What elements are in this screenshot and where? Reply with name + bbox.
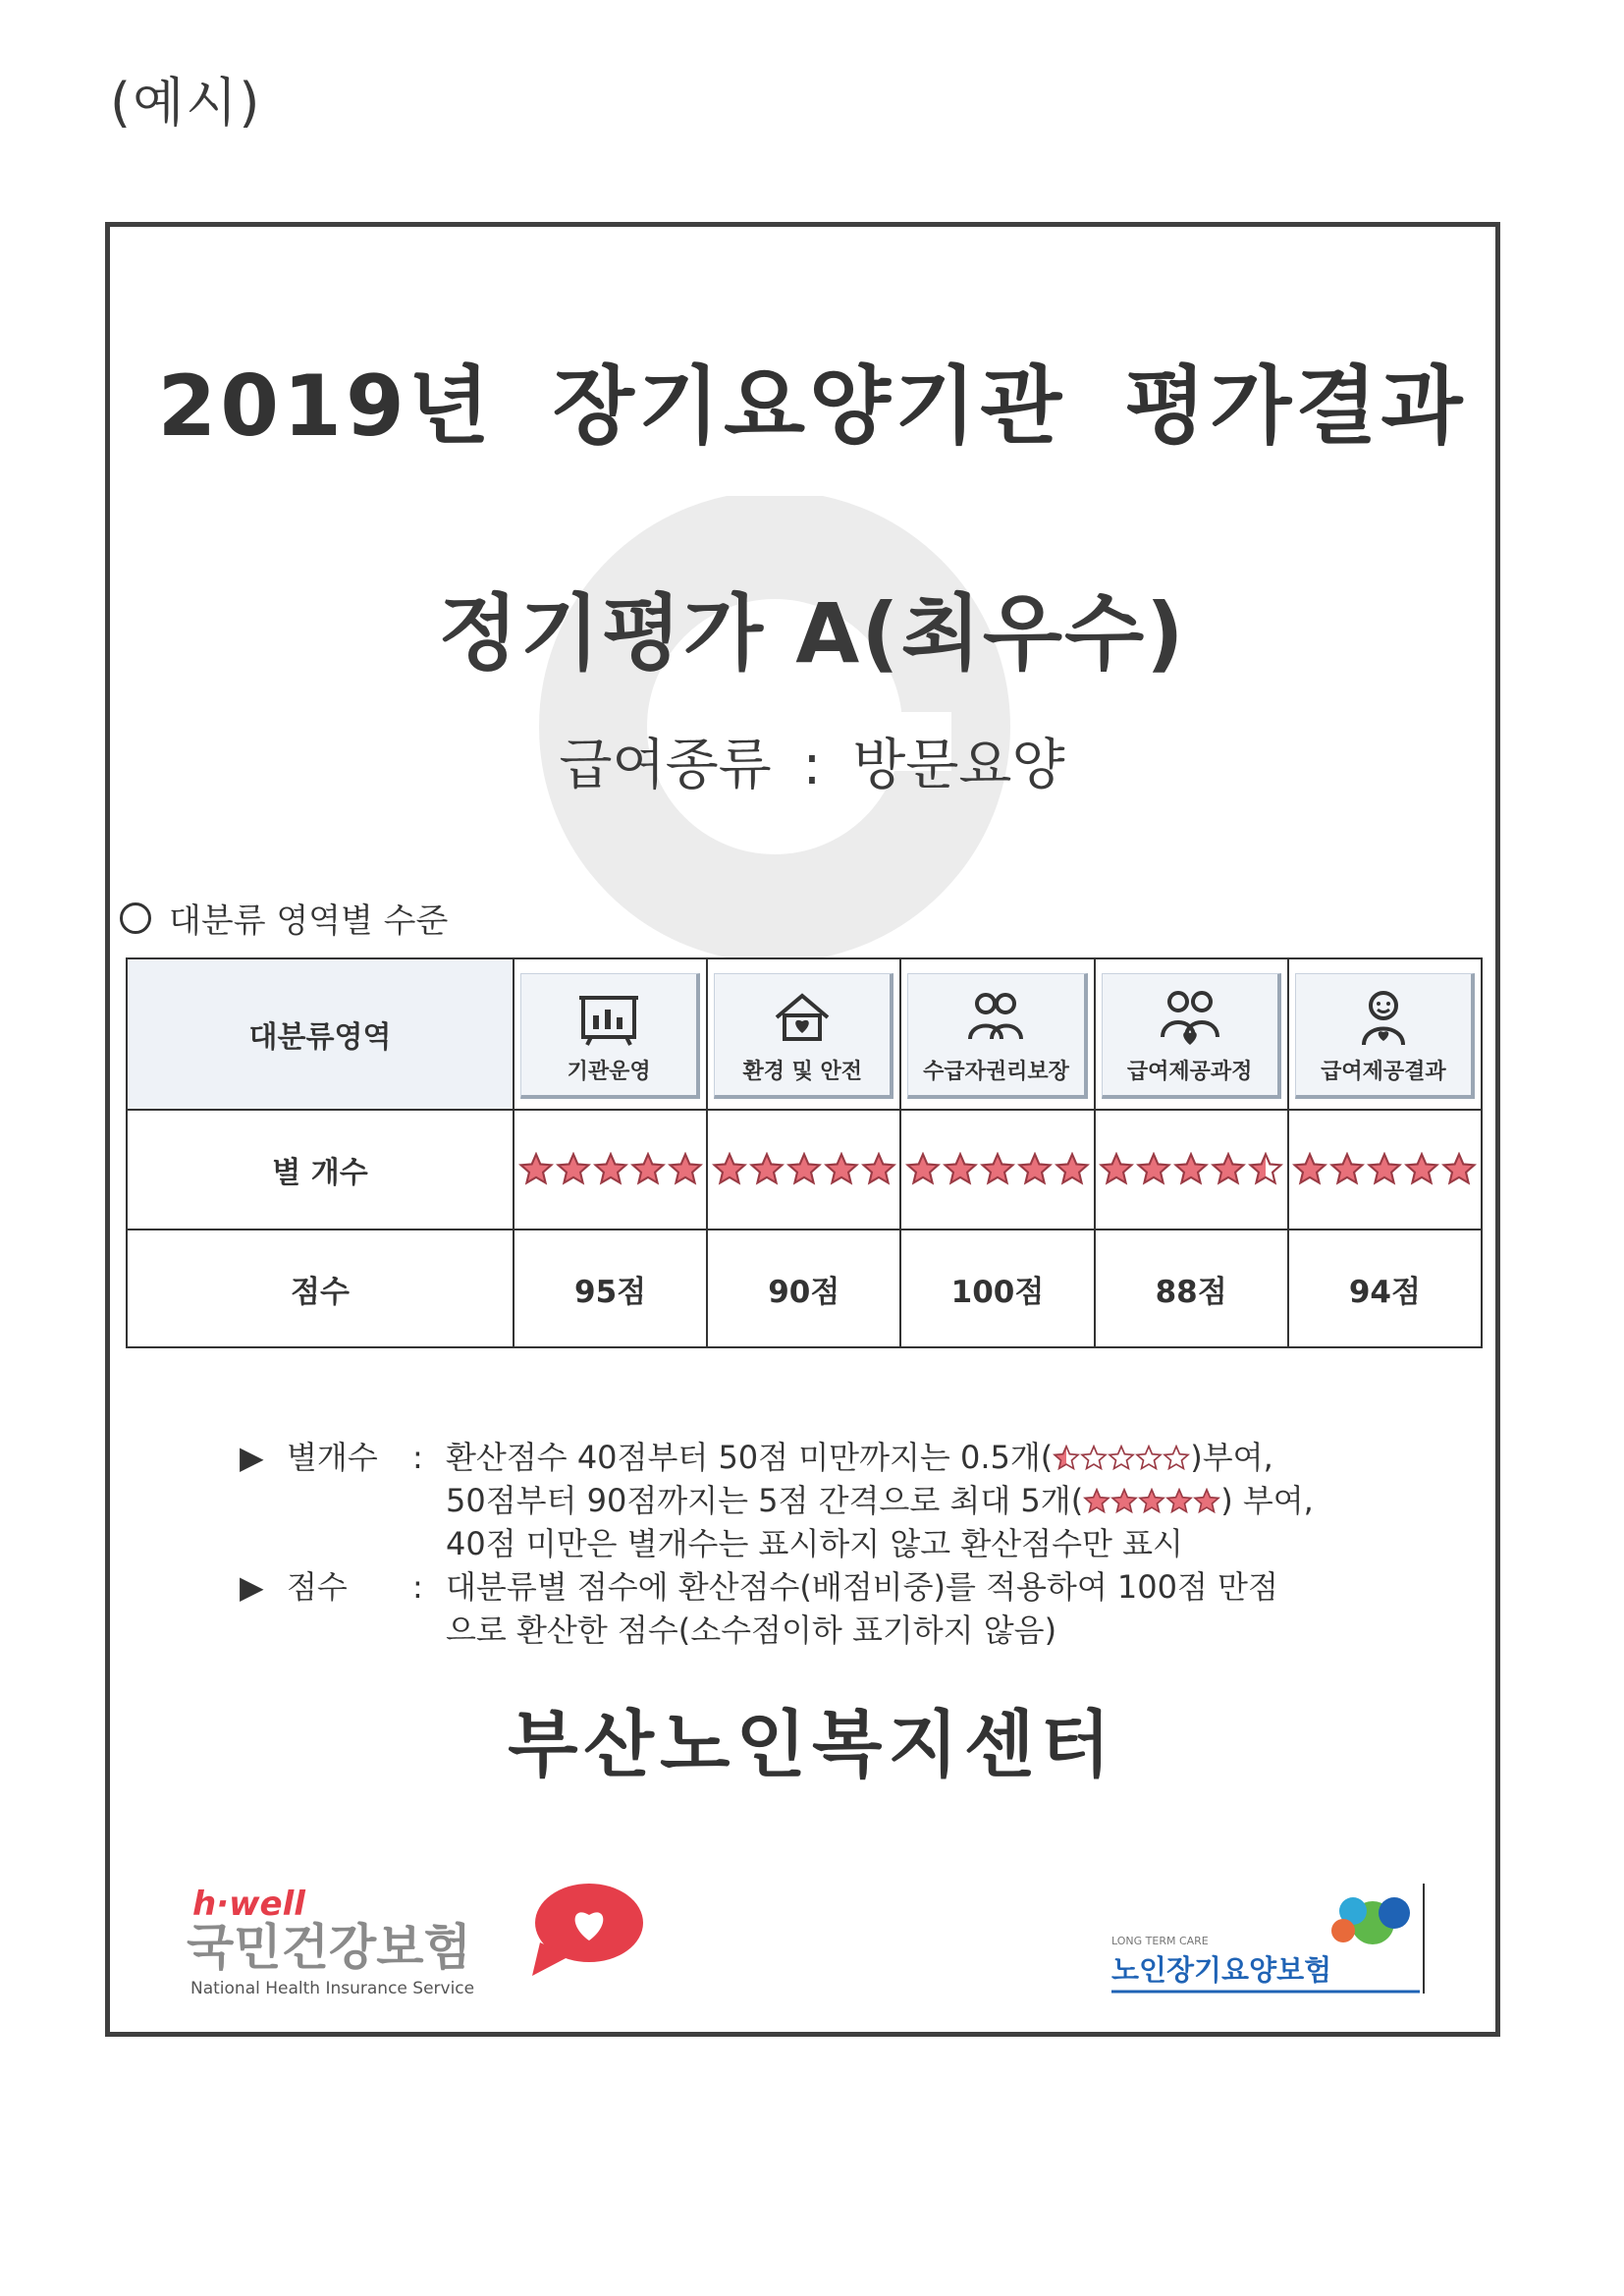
header-row: [127, 958, 1482, 1110]
star-full-icon: [1292, 1152, 1327, 1187]
star-empty-icon: [1163, 1445, 1190, 1472]
star-full-icon: [1055, 1152, 1090, 1187]
star-full-icon: [1138, 1488, 1165, 1515]
note-text: [446, 1436, 1273, 1479]
category-label: 기관운영: [567, 1060, 651, 1084]
star-full-icon: [1193, 1488, 1220, 1515]
star-full-icon: [980, 1152, 1015, 1187]
stars-label: 별 개수: [127, 1110, 514, 1230]
star-full-icon: [668, 1152, 703, 1187]
star-full-icon: [1367, 1152, 1402, 1187]
people-rights-icon: [964, 988, 1027, 1047]
star-full-icon: [1083, 1488, 1110, 1515]
center-name: 부산노인복지센터: [508, 1703, 1116, 1787]
score-value: 95점: [514, 1230, 707, 1347]
star-full-icon: [1165, 1488, 1193, 1515]
nhis-brand-text: h·well: [192, 1885, 305, 1924]
note-continuation: 40점 미만은 별개수는 표시하지 않고 환산점수만 표시: [446, 1525, 1183, 1562]
speech-heart-icon: [532, 1884, 643, 1976]
star-full-icon: [1173, 1152, 1209, 1187]
ltc-name-text: 노인장기요양보험: [1111, 1953, 1332, 1987]
category-label: 환경 및 안전: [742, 1060, 863, 1084]
star-full-icon: [1099, 1152, 1134, 1187]
category-cell: [900, 958, 1094, 1110]
category-cell: [514, 958, 707, 1110]
category-label: 수급자권리보장: [923, 1060, 1069, 1084]
star-full-icon: [1441, 1152, 1477, 1187]
triangle-bullet-icon: ▶: [240, 1439, 264, 1476]
section-heading-text: 대분류 영역별 수준: [169, 902, 449, 941]
section-heading: [120, 894, 448, 942]
star-full-icon: [861, 1152, 896, 1187]
stars-cell: [514, 1110, 707, 1230]
star-full-icon: [749, 1152, 785, 1187]
score-row: [127, 1230, 1482, 1347]
notes: [240, 1436, 1314, 1652]
star-half-icon: [1053, 1445, 1080, 1472]
score-value: 88점: [1095, 1230, 1288, 1347]
stars-cell: [1288, 1110, 1482, 1230]
note-continuation: [240, 1479, 1314, 1522]
star-full-icon: [1404, 1152, 1439, 1187]
result-table: [126, 957, 1483, 1348]
star-full-icon: [1211, 1152, 1246, 1187]
star-full-icon: [556, 1152, 591, 1187]
ltc-logo: [1108, 1884, 1432, 2001]
triangle-bullet-icon: ▶: [240, 1568, 264, 1606]
star-full-icon: [1017, 1152, 1053, 1187]
nhis-name-text: 국민건강보험: [187, 1919, 471, 1976]
star-half-icon: [1248, 1152, 1283, 1187]
category-cell: [707, 958, 900, 1110]
star-full-icon: [1110, 1488, 1138, 1515]
star-full-icon: [824, 1152, 859, 1187]
main-title: 2019년 장기요양기관 평가결과: [157, 357, 1467, 456]
nhis-english-text: National Health Insurance Service: [190, 1979, 475, 1998]
category-label: 급여제공과정: [1126, 1060, 1253, 1084]
stars-cell: [900, 1110, 1094, 1230]
ltc-emblem-icon: [1331, 1897, 1410, 1944]
category-label: 급여제공결과: [1321, 1060, 1446, 1084]
note-colon: :: [412, 1439, 423, 1476]
house-safety-icon: [771, 988, 834, 1047]
note-colon: :: [412, 1568, 423, 1606]
category-cell: [1288, 958, 1482, 1110]
building-icon: [577, 988, 640, 1047]
star-empty-icon: [1108, 1445, 1135, 1472]
star-full-icon: [630, 1152, 666, 1187]
grade-title: 정기평가 A(최우수): [438, 585, 1186, 682]
care-process-icon: [1159, 988, 1221, 1047]
score-value: 94점: [1288, 1230, 1482, 1347]
note-key-score: 점수: [287, 1568, 348, 1606]
category-cell: [1095, 958, 1288, 1110]
ltc-small-text: LONG TERM CARE: [1111, 1935, 1209, 1947]
note-key-stars: 별개수: [287, 1439, 378, 1476]
note-text-part: 50점부터 90점까지는 5점 간격으로 최대 5개(: [446, 1482, 1084, 1519]
star-full-icon: [786, 1152, 822, 1187]
star-full-icon: [943, 1152, 978, 1187]
note-continuation: 으로 환산한 점수(소수점이하 표기하지 않음): [446, 1612, 1057, 1649]
star-full-icon: [593, 1152, 628, 1187]
note-text: 대분류별 점수에 환산점수(배점비중)를 적용하여 100점 만점: [446, 1568, 1278, 1606]
stars-cell: [1095, 1110, 1288, 1230]
star-empty-icon: [1080, 1445, 1108, 1472]
note-text-part: 환산점수 40점부터 50점 미만까지는 0.5개(: [446, 1439, 1054, 1476]
score-label: 점수: [127, 1230, 514, 1347]
star-full-icon: [518, 1152, 554, 1187]
note-text-part: )부여,: [1190, 1439, 1273, 1476]
nhis-logo: [187, 1874, 658, 2001]
score-value: 90점: [707, 1230, 900, 1347]
stars-row: [127, 1110, 1482, 1230]
circle-bullet-icon: [120, 902, 151, 934]
header-label: 대분류영역: [127, 958, 514, 1110]
star-full-icon: [1329, 1152, 1365, 1187]
care-result-icon: [1352, 988, 1415, 1047]
note-text-part: ) 부여,: [1220, 1482, 1314, 1519]
example-label: (예시): [110, 72, 262, 134]
star-empty-icon: [1135, 1445, 1163, 1472]
benefit-type: 급여종류 : 방문요양: [559, 734, 1065, 797]
star-full-icon: [905, 1152, 941, 1187]
stars-cell: [707, 1110, 900, 1230]
score-value: 100점: [900, 1230, 1094, 1347]
star-full-icon: [712, 1152, 747, 1187]
star-full-icon: [1136, 1152, 1171, 1187]
